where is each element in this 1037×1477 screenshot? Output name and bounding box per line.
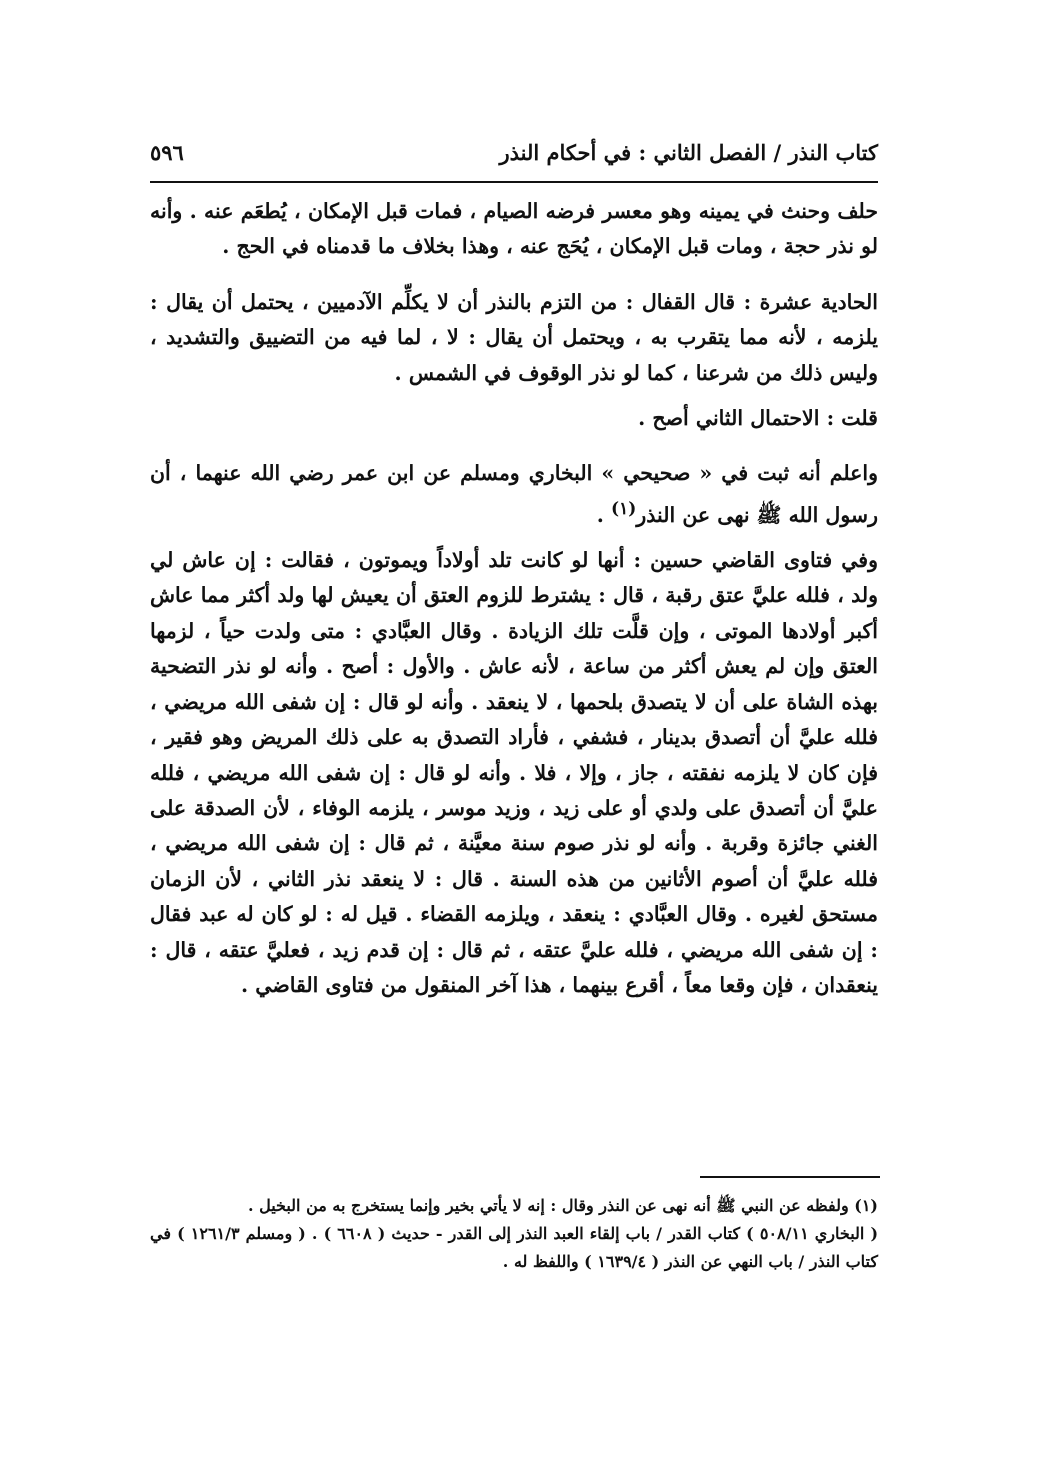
- paragraph-end: .: [596, 502, 612, 527]
- footnote: ( البخاري ٥٠٨/١١ ) كتاب القدر / باب إلقاء العبد النذر إلى القدر - حديث ( ٦٦٠٨ ) . ( ومسلم ١٢٦١/٣ ) في كتاب النذر / باب النهي عن النذر ( ١٦٣٩/٤ ) واللفظ له .: [150, 1224, 879, 1271]
- running-title: كتاب النذر / الفصل الثاني : في أحكام النذر: [499, 139, 878, 165]
- paragraph: حلف وحنث في يمينه وهو معسر فرضه الصيام ، فمات قبل الإمكان ، يُطعَم عنه . وأنه لو نذر حجة ، ومات قبل الإمكان ، يُحَج عنه ، وهذا بخلاف ما قدمناه في الحج .: [150, 199, 878, 259]
- paragraph: قلت : الاحتمال الثاني أصح .: [638, 406, 878, 431]
- main-text: [150, 194, 878, 1003]
- paragraph-text: واعلم أنه ثبت في « صحيحي » البخاري ومسلم عن ابن عمر رضي الله عنهما ، أن رسول الله ﷺ نهى عن النذر: [150, 461, 878, 527]
- footnote-divider: [700, 1176, 880, 1178]
- paragraph: [150, 285, 878, 391]
- paragraph-text: قال القفال : من التزم بالنذر أن لا يكلِّم الآدميين ، يحتمل أن يقال : يلزمه ، لأنه مما يتقرب به ، ويحتمل أن يقال : لا ، لما فيه من التضييق والتشديد ، وليس ذلك من شرعنا ، كما لو نذر الوقوف في الشمس .: [150, 289, 878, 385]
- paragraph: [150, 456, 878, 533]
- page-number: ٥٩٦: [150, 139, 184, 165]
- footnote-ref: (١): [611, 498, 637, 519]
- paragraph: وفي فتاوى القاضي حسين : أنها لو كانت تلد أولاداً ويموتون ، فقالت : إن عاش لي ولد ، فلله عليَّ عتق رقبة ، قال : يشترط للزوم العتق أن يعيش لها ولد أكثر مما عاش أكبر أولادها الموتى ، وإن قلَّت تلك الزيادة . وقال العبَّادي : متى ولدت حياً ، لزمها العتق وإن لم يعش أكثر من ساعة ، لأنه عاش . والأول : أصح . وأنه لو نذر التضحية بهذه الشاة على أن لا يتصدق بلحمها ، لا ينعقد . وأنه لو قال : إن شفى الله مريضي ، فلله عليَّ أن أتصدق بدينار ، فشفي ، فأراد التصدق به على ذلك المريض وهو فقير ، فإن كان لا يلزمه نفقته ، جاز ، وإلا ، فلا . وأنه لو قال : إن شفى الله مريضي ، فلله عليَّ أن أتصدق على ولدي أو على زيد ، وزيد موسر ، يلزمه الوفاء ، لأن الصدقة على الغني جائزة وقربة . وأنه لو نذر صوم سنة معيَّنة ، ثم قال : إن شفى الله مريضي ، فلله عليَّ أن أصوم الأثانين من هذه السنة . قال : لا ينعقد نذر الثاني ، لأن الزمان مستحق لغيره . وقال العبَّادي : ينعقد ، ويلزمه القضاء . قيل له : لو كان له عبد فقال : إن شفى الله مريضي ، فلله عليَّ عتقه ، ثم قال : إن قدم زيد ، فعليَّ عتقه ، قال : ينعقدان ، فإن وقعا معاً ، أقرع بينهما ، هذا آخر المنقول من فتاوى القاضي .: [150, 548, 878, 997]
- running-header: [150, 132, 878, 172]
- section-heading: الحادية عشرة :: [743, 289, 878, 314]
- footnote: (١) ولفظه عن النبي ﷺ أنه نهى عن النذر وقال : إنه لا يأتي بخير وإنما يستخرج به من البخيل .: [247, 1196, 878, 1215]
- footnotes: [150, 1192, 878, 1276]
- header-divider: [150, 181, 878, 183]
